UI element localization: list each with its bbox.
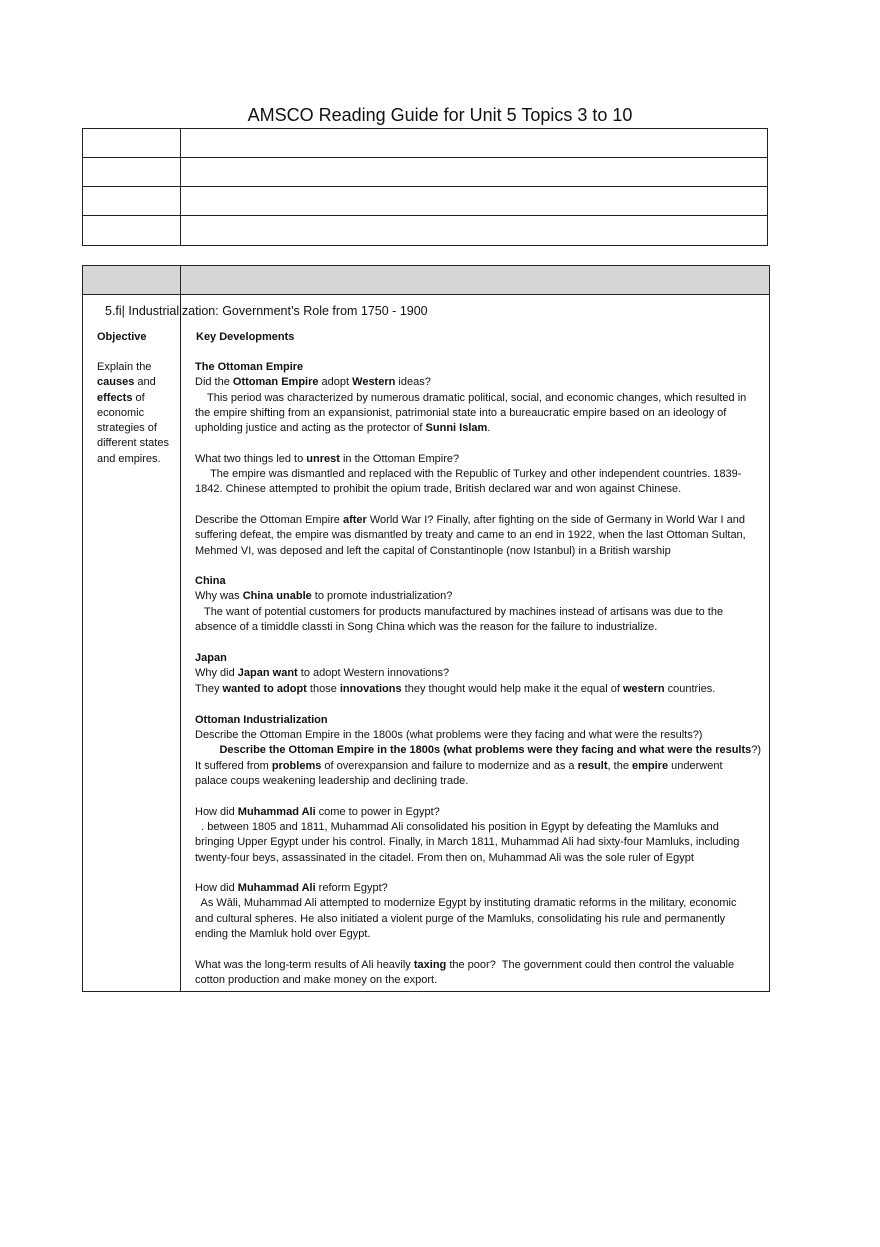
answer-line: . between 1805 and 1811, Muhammad Ali consolidated his position in Egypt by defeating the Mamluks and <box>195 820 719 833</box>
answer-line: Mehmed VI, was deposed and left the capital of Constantinople (now Istanbul) in a British warship <box>195 544 671 557</box>
section-heading: Ottoman Industrialization <box>195 713 328 726</box>
answer-line: palace coups weakening leadership and declining trade. <box>195 775 469 788</box>
header-row <box>83 129 767 158</box>
header-row <box>83 216 767 245</box>
section-heading: Japan <box>195 651 227 664</box>
header-label-cell <box>83 187 181 215</box>
header-row <box>83 158 767 187</box>
answer-line: the empire shifting from an expansionist, patrimonial state into a bureaucratic empire based on an ideology of <box>195 406 727 419</box>
objective-line: strategies of <box>97 422 157 435</box>
objective-line: of <box>132 391 145 404</box>
header-value-cell <box>181 187 767 215</box>
section-heading: China <box>195 575 226 588</box>
header-label-cell <box>83 216 181 245</box>
objective-line: and <box>134 376 156 389</box>
header-value-cell <box>181 158 767 186</box>
section-heading: The Ottoman Empire <box>195 361 304 373</box>
objective-keyword: causes <box>97 376 135 389</box>
grey-header-row <box>83 266 769 295</box>
header-info-table <box>82 128 768 246</box>
question: How did Muhammad Ali reform Egypt? <box>195 882 388 895</box>
question: How did Muhammad Ali come to power in Egypt? <box>195 805 440 818</box>
objective-line: and empires. <box>97 452 161 465</box>
answer-line: It suffered from problems of overexpansion and failure to modernize and as a result, the empire underwent <box>195 759 723 772</box>
question: What two things led to unrest in the Ottoman Empire? <box>195 452 460 465</box>
answer-line: They wanted to adopt those innovations they thought would help make it the equal of western countries. <box>195 683 716 696</box>
objective-line: economic <box>97 406 145 419</box>
answer-line: suffering defeat, the empire was dismantled by treaty and came to an end in 1922, when the last Ottoman Sultan, <box>195 529 746 542</box>
answer-line: bringing Upper Egypt under his control. Finally, in March 1811, Muhammad Ali had sixty-four Mamluks, including <box>195 836 740 849</box>
question-bold: Describe the Ottoman Empire in the 1800s (what problems were they facing and what were the results?) <box>195 744 762 757</box>
header-label-cell <box>83 158 181 186</box>
question: Describe the Ottoman Empire in the 1800s (what problems were they facing and what were the results?) <box>195 729 703 742</box>
column-divider <box>180 266 181 991</box>
answer-line: cotton production and make money on the export. <box>195 973 438 986</box>
objective-line: Explain the <box>97 361 152 373</box>
page-title: AMSCO Reading Guide for Unit 5 Topics 3 to 10 <box>247 105 633 125</box>
answer-line: The empire was dismantled and replaced with the Republic of Turkey and other independent countries. 1839- <box>195 468 742 481</box>
answer-line: and cultural spheres. He also initiated a violent purge of the Mamluks, consolidating his rule and permanently <box>195 912 726 925</box>
reading-guide-table <box>82 265 770 992</box>
answer-line: The want of potential customers for products manufactured by machines instead of artisans was due to the <box>195 605 724 618</box>
answer-line: ending the Mamluk hold over Egypt. <box>195 927 371 940</box>
objective-text <box>97 360 177 467</box>
header-row <box>83 187 767 216</box>
answer-line: 1842. Chinese attempted to prohibit the opium trade, British declared war and won against Chinese. <box>195 483 682 496</box>
question: Describe the Ottoman Empire after World War I? Finally, after fighting on the side of Germany in World War I and <box>195 513 746 526</box>
answer-line: This period was characterized by numerous dramatic political, social, and economic changes, which resulted in <box>195 391 747 404</box>
header-value-cell <box>181 129 767 157</box>
answer-line: upholding justice and acting as the protector of Sunni Islam. <box>195 422 491 435</box>
key-developments-column-header: Key Developments <box>196 331 295 343</box>
question: What was the long-term results of Ali heavily taxing the poor? The government could then control the valuable <box>195 958 735 971</box>
objective-line: different states <box>97 437 169 450</box>
question: Did the Ottoman Empire adopt Western ideas? <box>195 376 431 389</box>
header-value-cell <box>181 216 767 245</box>
objective-column-header: Objective <box>97 331 147 343</box>
answer-line: As Wāli, Muhammad Ali attempted to modernize Egypt by instituting dramatic reforms in the military, economic <box>195 897 737 910</box>
objective-keyword: effects <box>97 391 133 404</box>
answer-line: twenty-four beys, assassinated in the citadel. From then on, Muhammad Ali was the sole ruler of Egypt <box>195 851 694 864</box>
topic-heading: 5.fi| Industrialization: Government’s Role from 1750 - 1900 <box>105 304 428 318</box>
answer-line: absence of a timiddle classti in Song China which was the reason for the failure to industrialize. <box>195 621 658 634</box>
key-developments-content <box>195 360 771 988</box>
header-label-cell <box>83 129 181 157</box>
question: Why did Japan want to adopt Western innovations? <box>195 666 450 679</box>
question: Why was China unable to promote industrialization? <box>195 590 453 603</box>
